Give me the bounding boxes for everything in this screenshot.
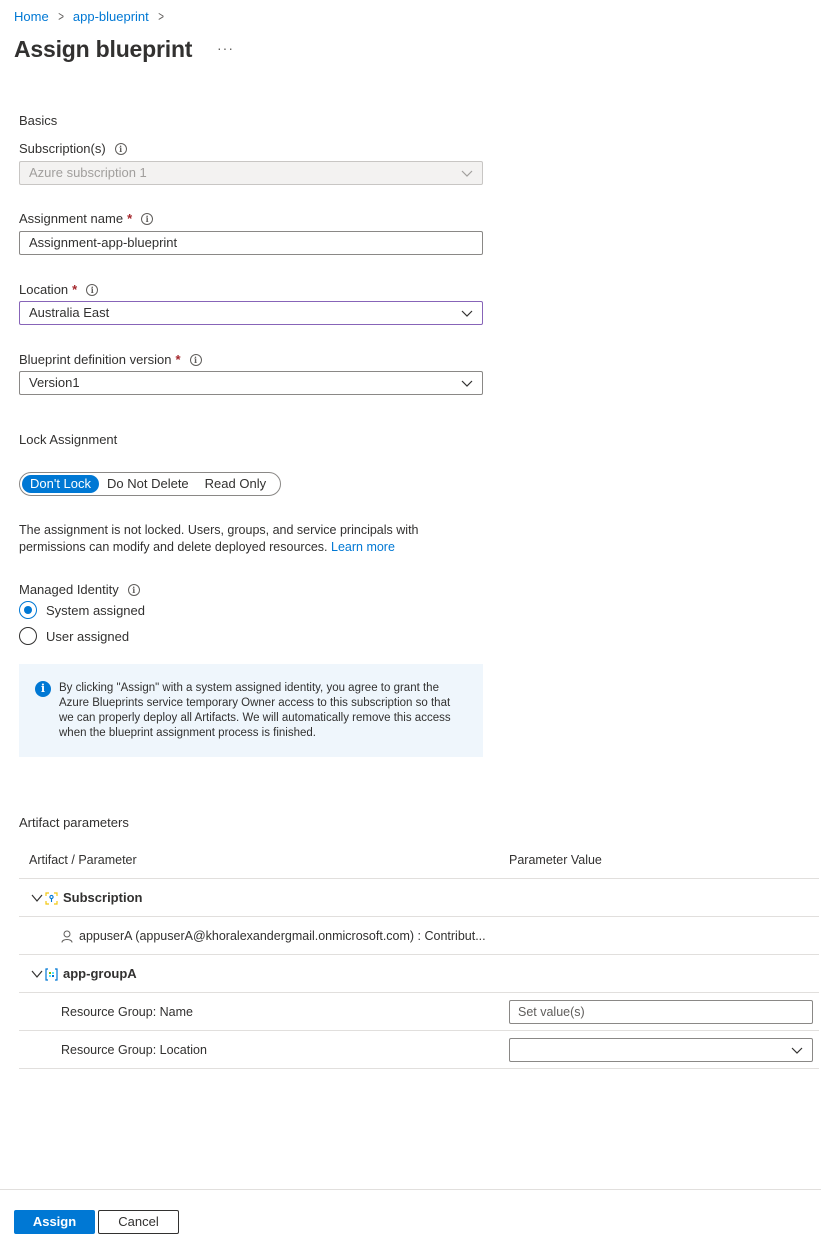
location-value: Australia East xyxy=(29,305,110,320)
lock-assignment-heading: Lock Assignment xyxy=(19,432,118,447)
group-row-resource-group[interactable] xyxy=(19,955,819,993)
table-row xyxy=(19,1031,819,1069)
resource-group-icon xyxy=(45,968,58,981)
lock-option-dont-lock[interactable]: Don't Lock xyxy=(22,475,99,493)
assign-button[interactable]: Assign xyxy=(14,1210,95,1234)
breadcrumb-home-link[interactable]: Home xyxy=(14,8,49,24)
role-assignment-text: appuserA (appuserA@khoralexandergmail.onmicrosoft.com) : Contribut... xyxy=(79,928,486,943)
radio-system-assigned-label: System assigned xyxy=(46,602,145,618)
resource-group-name-input[interactable] xyxy=(509,1000,813,1024)
resource-group-name-placeholder: Set value(s) xyxy=(518,1005,585,1019)
radio-system-assigned[interactable] xyxy=(19,601,145,619)
lock-option-read-only[interactable]: Read Only xyxy=(204,476,267,491)
column-header-value: Parameter Value xyxy=(509,852,602,867)
info-icon[interactable]: i xyxy=(190,354,202,366)
subscription-label xyxy=(19,141,127,156)
breadcrumb xyxy=(14,8,173,24)
chevron-down-icon xyxy=(461,168,473,178)
chevron-down-icon[interactable] xyxy=(31,969,43,979)
version-label-text: Blueprint definition version xyxy=(19,352,172,367)
lock-description xyxy=(19,522,449,556)
chevron-down-icon xyxy=(791,1045,803,1055)
version-value: Version1 xyxy=(29,375,80,390)
chevron-down-icon xyxy=(461,378,473,388)
required-mark: * xyxy=(72,282,78,297)
info-icon[interactable]: i xyxy=(115,143,127,155)
param-name: Resource Group: Name xyxy=(61,1004,194,1019)
version-dropdown[interactable] xyxy=(19,371,483,395)
assignment-name-input[interactable] xyxy=(19,231,483,255)
more-options-button[interactable]: ··· xyxy=(217,40,234,56)
resource-group-location-dropdown[interactable] xyxy=(509,1038,813,1062)
group-row-subscription[interactable] xyxy=(19,879,819,917)
required-mark: * xyxy=(127,211,133,226)
table-row xyxy=(19,993,819,1031)
radio-user-assigned-label: User assigned xyxy=(46,628,130,644)
footer-divider xyxy=(0,1189,821,1190)
radio-button[interactable] xyxy=(19,627,37,645)
subscription-value: Azure subscription 1 xyxy=(29,165,147,180)
chevron-down-icon[interactable] xyxy=(31,893,43,903)
group-name: Subscription xyxy=(63,890,143,905)
version-label xyxy=(19,352,202,367)
subscription-key-icon xyxy=(45,892,58,905)
assignment-name-value: Assignment-app-blueprint xyxy=(29,235,178,250)
subscription-dropdown xyxy=(19,161,483,185)
location-label xyxy=(19,282,98,297)
required-mark: * xyxy=(175,352,181,367)
chevron-down-icon xyxy=(461,308,473,318)
artifact-table xyxy=(19,841,819,1069)
info-icon[interactable]: i xyxy=(86,284,98,296)
managed-identity-label xyxy=(19,582,140,597)
managed-identity-label-text: Managed Identity xyxy=(19,582,119,597)
lock-description-text: The assignment is not locked. Users, groups, and service principals with permissions can modify and delete deployed resources. xyxy=(19,523,419,554)
info-icon[interactable]: i xyxy=(141,213,153,225)
group-name: app-groupA xyxy=(63,966,137,981)
table-row[interactable] xyxy=(19,917,819,955)
chevron-right-icon: > xyxy=(57,8,64,24)
radio-button-checked[interactable] xyxy=(19,601,37,619)
learn-more-link[interactable]: Learn more xyxy=(331,540,395,554)
lock-option-do-not-delete[interactable]: Do Not Delete xyxy=(107,476,189,491)
cancel-button[interactable]: Cancel xyxy=(98,1210,179,1234)
column-header-artifact: Artifact / Parameter xyxy=(29,852,137,867)
radio-user-assigned[interactable] xyxy=(19,627,129,645)
info-icon: i xyxy=(35,681,51,697)
page-title: Assign blueprint xyxy=(14,36,193,62)
info-message-box xyxy=(19,664,483,757)
subscription-label-text: Subscription(s) xyxy=(19,141,106,156)
location-dropdown[interactable] xyxy=(19,301,483,325)
info-message-text: By clicking "Assign" with a system assigned identity, you agree to grant the Azure Blueprints service temporary Owner access to this subscription so that we can properly deploy all Artifacts. We will automatically remove this access when the blueprint assignment process is finished. xyxy=(59,682,451,739)
location-label-text: Location xyxy=(19,282,69,297)
info-icon[interactable]: i xyxy=(128,584,140,596)
assignment-name-label xyxy=(19,211,153,226)
chevron-right-icon: > xyxy=(157,8,164,24)
assignment-name-label-text: Assignment name xyxy=(19,211,124,226)
basics-heading: Basics xyxy=(19,113,58,128)
lock-toggle-group xyxy=(19,472,281,496)
param-name: Resource Group: Location xyxy=(61,1042,207,1057)
breadcrumb-blueprint-link[interactable]: app-blueprint xyxy=(72,8,149,24)
table-header xyxy=(19,841,819,879)
user-icon xyxy=(61,930,73,943)
artifact-parameters-heading: Artifact parameters xyxy=(19,815,129,830)
